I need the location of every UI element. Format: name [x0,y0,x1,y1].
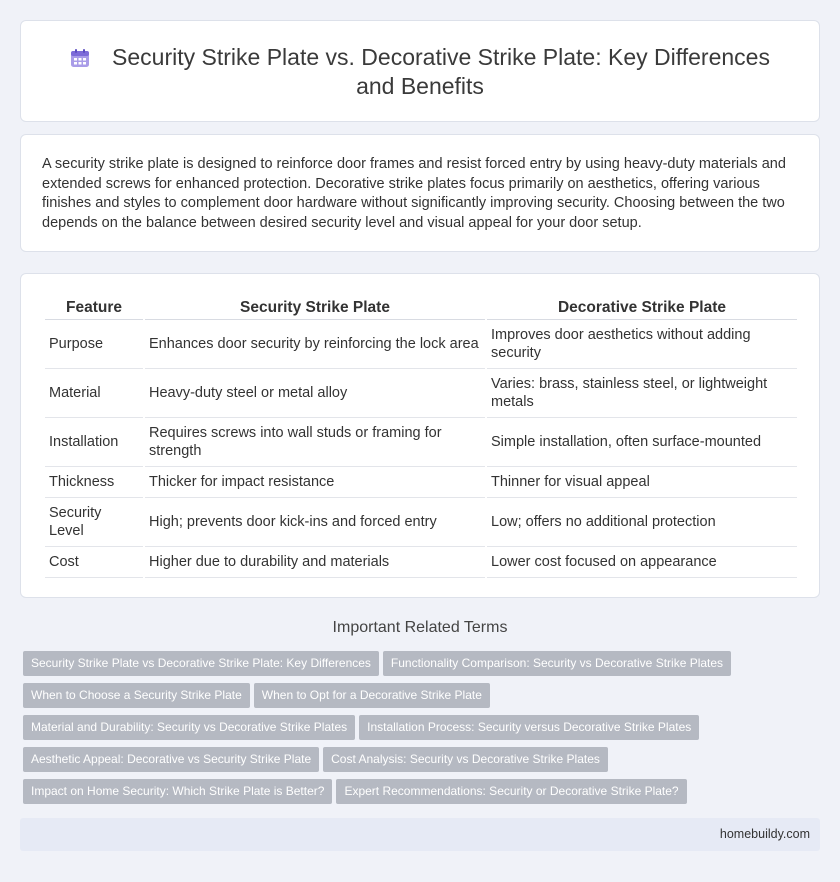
related-term-link[interactable]: Expert Recommendations: Security or Decorative Strike Plate? [336,779,686,804]
cell-decorative: Simple installation, often surface-mounted [487,418,797,467]
cell-feature: Purpose [45,320,143,369]
related-term-link[interactable]: When to Opt for a Decorative Strike Plate [254,683,490,708]
table-row [45,498,797,547]
header-feature: Feature [45,296,143,320]
table-row [45,369,797,418]
page-title: Security Strike Plate vs. Decorative Strike Plate: Key Differences and Benefits [112,44,770,99]
cell-security: Higher due to durability and materials [145,547,485,578]
table-row [45,467,797,498]
table-row [45,547,797,578]
intro-paragraph: A security strike plate is designed to reinforce door frames and resist forced entry by using heavy-duty materials and extended screws for enhanced protection. Decorative strike plates focus primarily on aesthetics, offering various finishes and styles to complement door hardware without significantly improving security. Choosing between the two depends on the balance between desired security level and visual appeal for your door setup. [42,156,786,231]
table-row [45,418,797,467]
related-term-link[interactable]: Material and Durability: Security vs Decorative Strike Plates [23,715,355,740]
tag-row [23,747,823,779]
related-terms-title: Important Related Terms [332,619,508,636]
header-decorative: Decorative Strike Plate [487,296,797,320]
table-row [45,320,797,369]
page-title-wrap [21,43,819,101]
cell-decorative: Low; offers no additional protection [487,498,797,547]
tag-row [23,715,823,747]
related-term-link[interactable]: Impact on Home Security: Which Strike Plate is Better? [23,779,332,804]
footer [20,818,820,851]
related-term-link[interactable]: Cost Analysis: Security vs Decorative Strike Plates [323,747,608,772]
cell-feature: Installation [45,418,143,467]
footer-site-name: homebuildy.com [719,827,810,841]
related-term-link[interactable]: Aesthetic Appeal: Decorative vs Security Strike Plate [23,747,319,772]
cell-decorative: Lower cost focused on appearance [487,547,797,578]
cell-security: Heavy-duty steel or metal alloy [145,369,485,418]
cell-decorative: Thinner for visual appeal [487,467,797,498]
tag-row [23,683,823,715]
tag-row [23,651,823,683]
related-term-link[interactable]: Security Strike Plate vs Decorative Strike Plate: Key Differences [23,651,379,676]
cell-decorative: Improves door aesthetics without adding security [487,320,797,369]
comparison-card [20,273,820,598]
header-security: Security Strike Plate [145,296,485,320]
cell-feature: Security Level [45,498,143,547]
cell-security: Requires screws into wall studs or framing for strength [145,418,485,467]
related-term-link[interactable]: Installation Process: Security versus Decorative Strike Plates [359,715,699,740]
cell-security: Thicker for impact resistance [145,467,485,498]
related-terms-list [23,651,823,811]
related-term-link[interactable]: Functionality Comparison: Security vs Decorative Strike Plates [383,651,731,676]
intro-card [20,134,820,252]
tag-row [23,779,823,811]
table-header-row [45,296,797,320]
related-term-link[interactable]: When to Choose a Security Strike Plate [23,683,250,708]
cell-security: Enhances door security by reinforcing the lock area [145,320,485,369]
cell-feature: Thickness [45,467,143,498]
calendar-icon [70,46,90,66]
cell-decorative: Varies: brass, stainless steel, or lightweight metals [487,369,797,418]
comparison-table [43,296,799,578]
cell-security: High; prevents door kick-ins and forced entry [145,498,485,547]
cell-feature: Material [45,369,143,418]
cell-feature: Cost [45,547,143,578]
title-card [20,20,820,122]
